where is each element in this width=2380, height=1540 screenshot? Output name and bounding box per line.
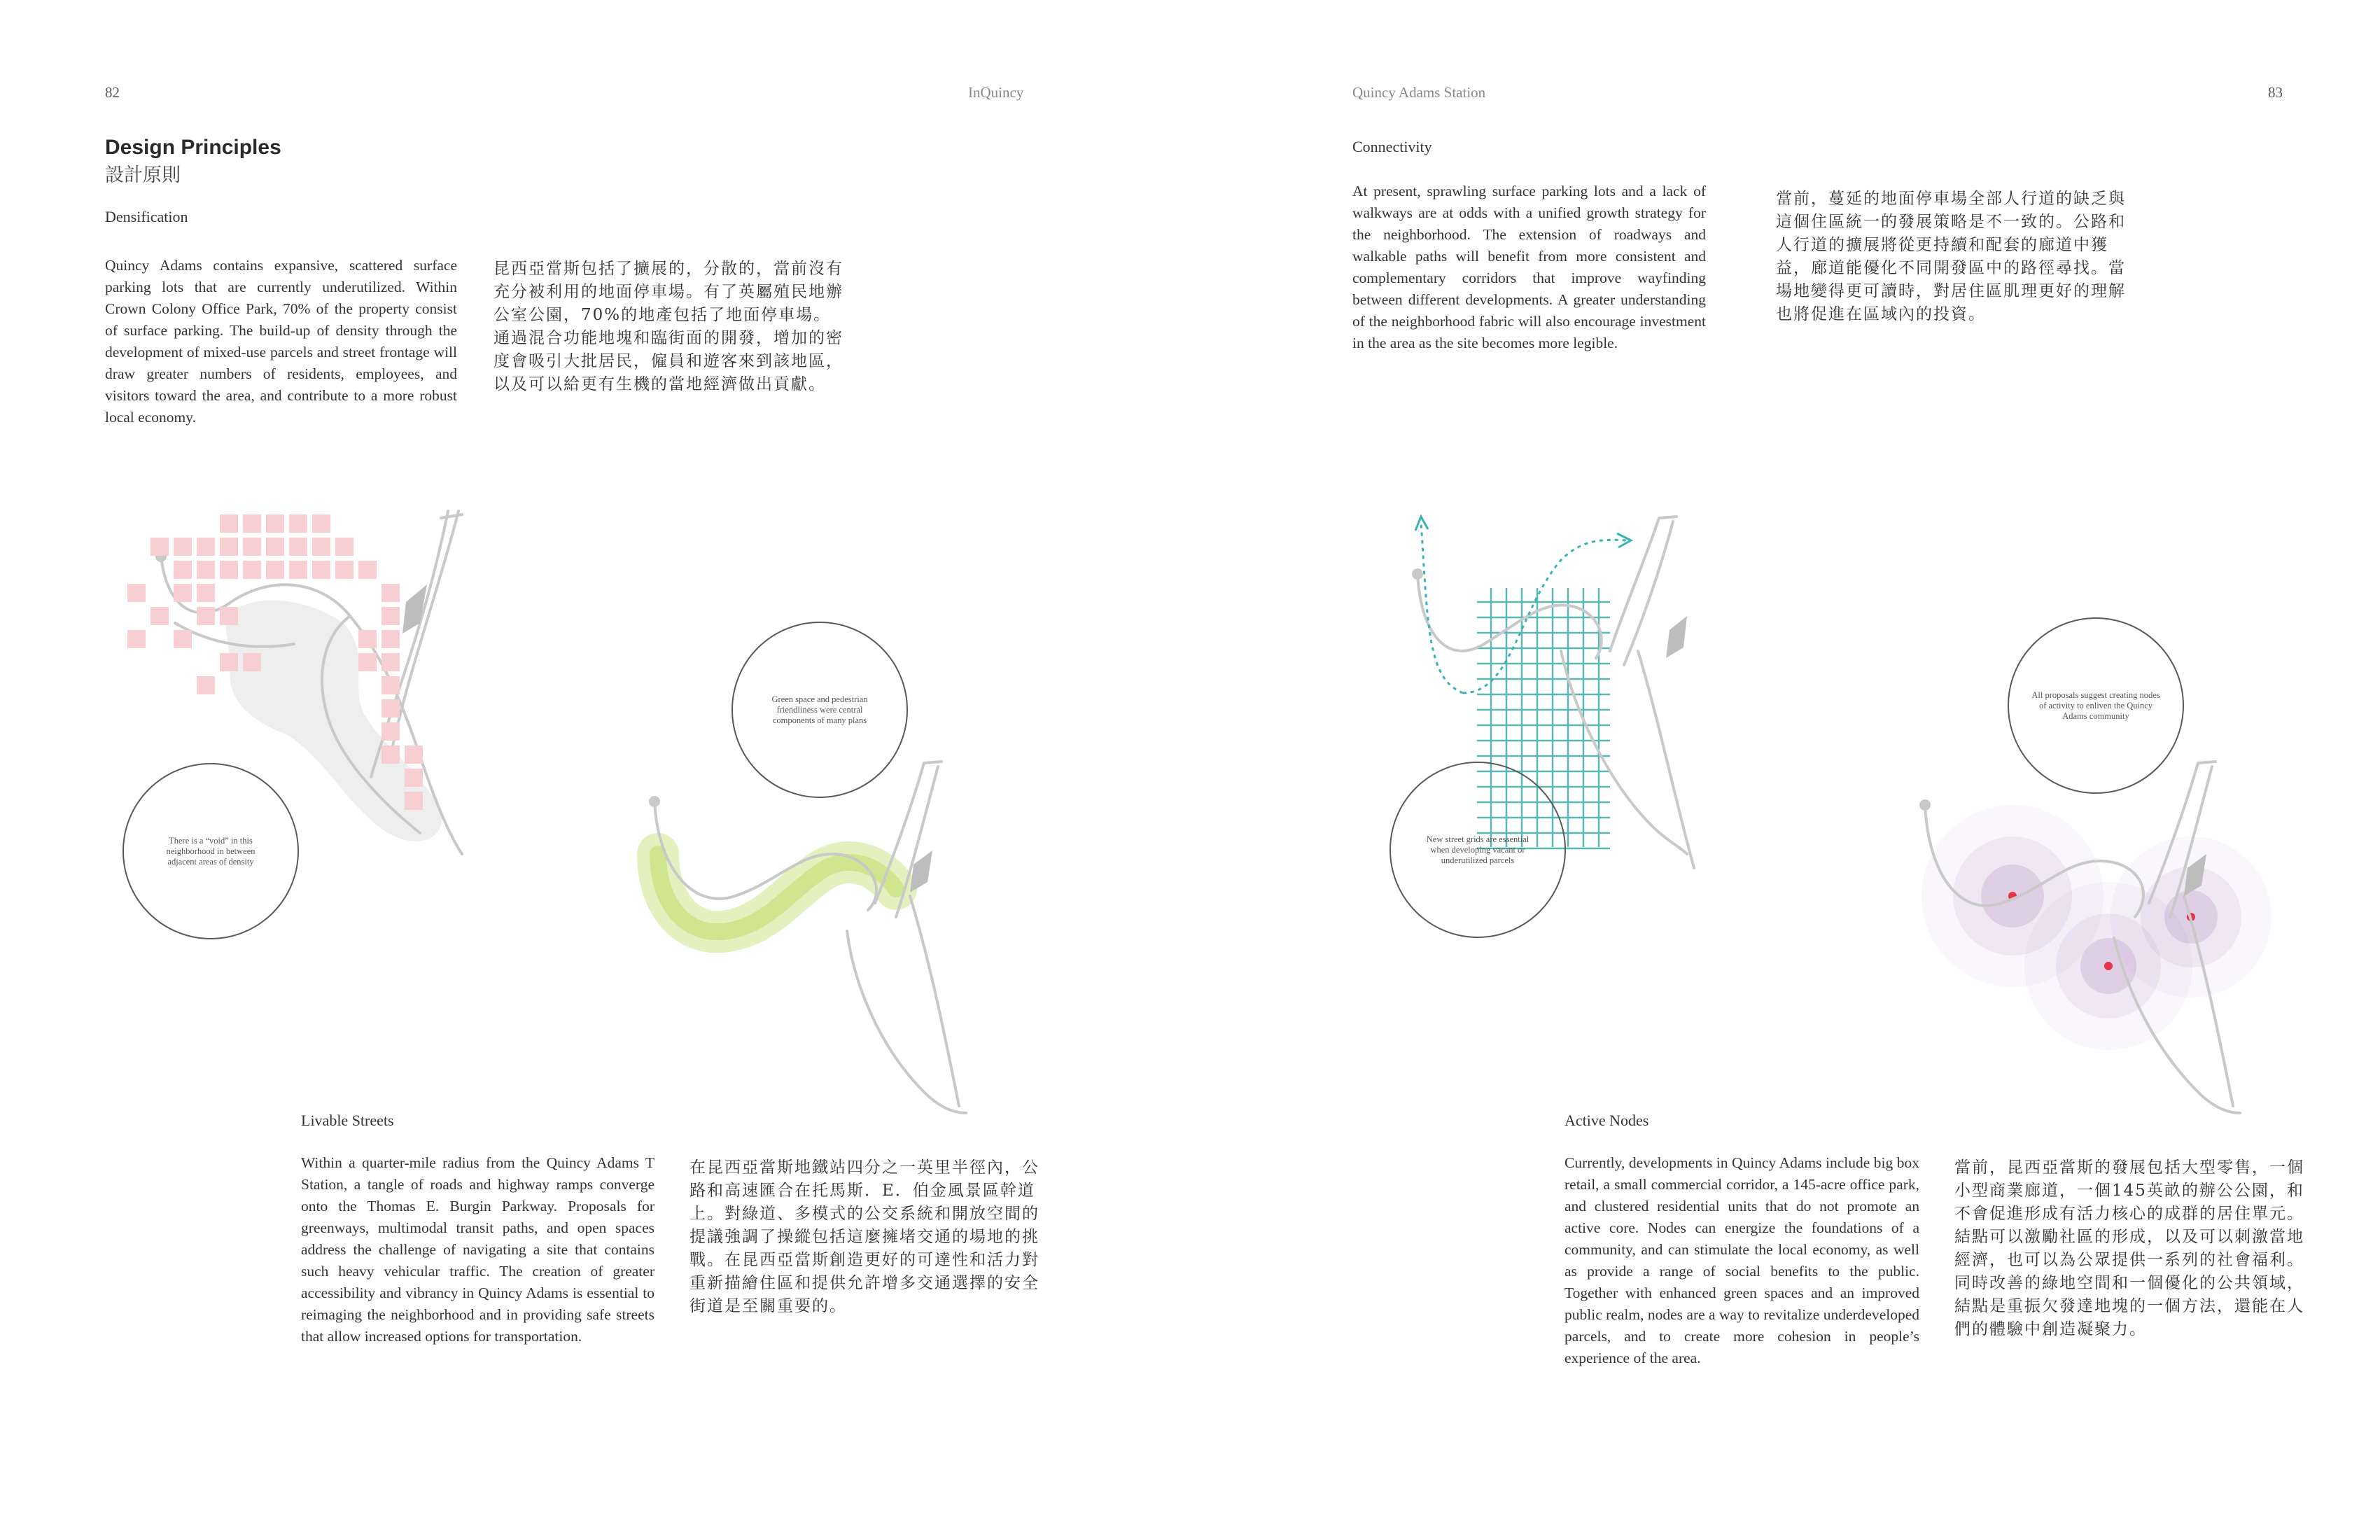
density-square	[220, 653, 238, 671]
livable-streets-heading: Livable Streets	[301, 1112, 394, 1129]
connectivity-body-zh: 當前，蔓延的地面停車場全部人行道的缺乏與這個住區統一的發展策略是不一致的。公路和人行道的擴展將從更持續和配套的廊道中獲益，廊道能優化不同開發區中的路徑尋找。當場地變得更可讀時，對居住區肌理更好的理解也將促進在區域內的投資。	[1776, 190, 2126, 323]
density-square	[174, 538, 192, 556]
density-square	[197, 584, 215, 602]
density-square	[150, 538, 169, 556]
density-square	[197, 607, 215, 625]
density-square	[312, 514, 330, 533]
density-square	[220, 514, 238, 533]
densification-body-en: Quincy Adams contains expansive, scattered surface parking lots that are currently underutilized. Within Crown Colony Office Park, 70% of the property consist of surface parking. The build-up of density through the development of mixed-use parcels and street frontage will draw greater numbers of residents, employees, and visitors toward the area, and contribute to a more robust local economy.	[105, 257, 457, 426]
section-title-zh: 設計原則	[105, 164, 181, 186]
density-square	[382, 653, 400, 671]
density-square	[266, 514, 284, 533]
density-square	[358, 561, 377, 579]
density-square	[289, 561, 307, 579]
page-number-right: 83	[2268, 84, 2283, 101]
active-nodes-body-zh: 當前，昆西亞當斯的發展包括大型零售，一個小型商業廊道，一個145英畝的辦公公園，和不會促進形成有活力核心的成群的居住單元。結點可以激勵社區的形成，以及可以刺激當地經濟，也可以為公眾提供一系列的社會福利。同時改善的綠地空間和一個優化的公共領域，結點是重振欠發達地塊的一個方法，還能在人們的體驗中創造凝聚力。	[1954, 1158, 2304, 1338]
density-square	[220, 538, 238, 556]
density-square	[382, 607, 400, 625]
density-square	[335, 538, 354, 556]
active-nodes-callout-text: All proposals suggest creating nodes of activity to enliven the Quincy Adams community	[2031, 690, 2160, 721]
density-square	[197, 561, 215, 579]
section-title-en: Design Principles	[105, 136, 281, 159]
running-head-left: InQuincy	[968, 84, 1024, 101]
density-square	[174, 630, 192, 648]
livable-streets-body-en: Within a quarter-mile radius from the Quincy Adams T Station, a tangle of roads and highway ramps converge onto the Thomas E. Burgin Parkway. Proposals for greenways, multimodal transit paths, and open spaces address the challenge of navigating a site that contains such heavy vehicular traffic. The creation of greater accessibility and vibrancy in Quincy Adams is essential to reimaging the neighborhood and in providing safe streets that allow increased options for transportation.	[301, 1154, 654, 1345]
density-square	[382, 630, 400, 648]
density-square	[243, 653, 261, 671]
livable-streets-diagram	[630, 756, 1022, 1120]
density-square	[335, 561, 354, 579]
density-square	[127, 630, 146, 648]
density-square	[197, 538, 215, 556]
densification-heading: Densification	[105, 208, 188, 225]
density-square	[266, 538, 284, 556]
density-square	[174, 561, 192, 579]
density-square	[382, 584, 400, 602]
density-square	[358, 630, 377, 648]
running-head-right: Quincy Adams Station	[1352, 84, 1486, 101]
density-square	[266, 561, 284, 579]
density-square	[312, 561, 330, 579]
connectivity-body-en: At present, sprawling surface parking lots and a lack of walkways are at odds with a unified growth strategy for the neighborhood. The extension of roadways and walkable paths will benefit from more consistent and complementary corridors that improve wayfinding between different developments. A greater understanding of the neighborhood fabric will also encourage investment in the area as the site becomes more legible.	[1352, 183, 1706, 351]
densification-callout-text: There is a “void” in this neighborhood in between adjacent areas of density	[166, 835, 255, 867]
density-square	[382, 746, 400, 764]
density-square	[382, 722, 400, 741]
density-square	[243, 514, 261, 533]
density-square	[243, 538, 261, 556]
density-square	[289, 514, 307, 533]
density-square	[405, 746, 423, 764]
connectivity-heading: Connectivity	[1352, 138, 1432, 155]
densification-body-zh: 昆西亞當斯包括了擴展的，分散的，當前沒有充分被利用的地面停車場。有了英屬殖民地辦公室公園，70%的地產包括了地面停車場。通過混合功能地塊和臨街面的開發，增加的密度會吸引大批居民，僱員和遊客來到該地區，以及可以給更有生機的當地經濟做出貢獻。	[493, 260, 844, 393]
active-nodes-heading: Active Nodes	[1564, 1112, 1649, 1129]
active-nodes-diagram	[1904, 756, 2296, 1120]
page-number-left: 82	[105, 84, 120, 101]
density-square	[382, 676, 400, 694]
livable-streets-callout-text: Green space and pedestrian friendliness were central components of many plans	[771, 694, 868, 725]
density-square	[358, 653, 377, 671]
density-square	[382, 699, 400, 718]
connectivity-callout-text: New street grids are essential when developing vacant or underutilized parcels	[1426, 834, 1530, 865]
livable-streets-body-zh: 在昆西亞當斯地鐵站四分之一英里半徑內，公路和高速匯合在托馬斯．E．伯金風景區幹道上。對綠道、多模式的公交系統和開放空間的提議強調了操縱包括這麼擁堵交通的場地的挑戰。在昆西亞當斯創造更好的可達性和活力對重新描繪住區和提供允許增多交通選擇的安全街道是至關重要的。	[690, 1158, 1040, 1315]
density-square	[312, 538, 330, 556]
densification-callout	[122, 763, 299, 939]
density-square	[127, 584, 146, 602]
wayfinding-arrow-2	[1463, 540, 1628, 693]
density-square	[220, 607, 238, 625]
density-square	[289, 538, 307, 556]
density-square	[150, 607, 169, 625]
connectivity-callout	[1390, 762, 1566, 938]
active-nodes-body-en: Currently, developments in Quincy Adams include big box retail, a small commercial corridor, a 145-acre office park, and clustered residential units that do not promote an active core. Nodes can energize the foundations of a community, and can stimulate the local economy, as well as provide a range of social benefits to the public. Together with enhanced green spaces and an improved public realm, nodes are a way to revitalize underdeveloped parcels, and to create more cohesion in people’s experience of the area.	[1564, 1154, 1919, 1366]
density-square	[197, 676, 215, 694]
density-square	[174, 584, 192, 602]
density-square	[405, 792, 423, 810]
density-square	[405, 769, 423, 787]
density-square	[243, 561, 261, 579]
wayfinding-arrow-1	[1421, 522, 1463, 693]
density-square	[220, 561, 238, 579]
